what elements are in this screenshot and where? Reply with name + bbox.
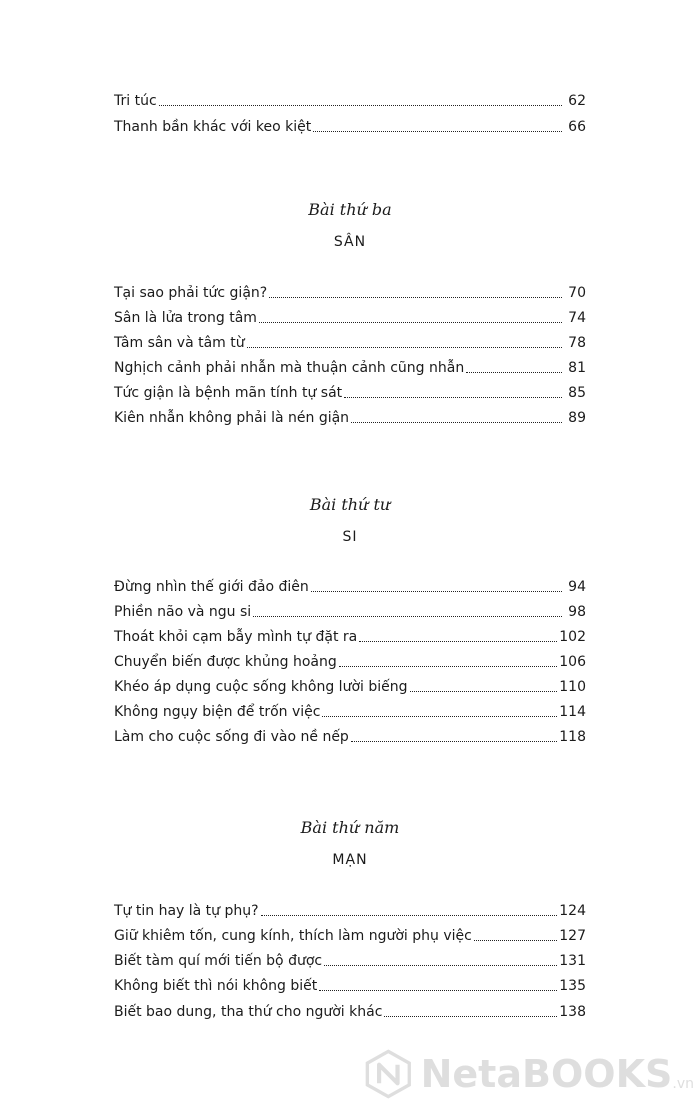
toc-entry-page: 94 [568, 579, 586, 595]
dot-leader [322, 715, 557, 717]
toc-entry-title: Khéo áp dụng cuộc sống không lười biếng [114, 679, 408, 695]
toc-entry-title: Biết bao dung, tha thứ cho người khác [114, 1004, 383, 1020]
dot-leader [261, 914, 558, 916]
watermark-brand: NetaBOOKS [420, 1052, 673, 1096]
toc-entry [114, 896, 586, 920]
toc-entry [114, 622, 586, 646]
toc-entry-title: Kiên nhẫn không phải là nén giận [114, 410, 350, 426]
toc-entry-page: 118 [559, 729, 586, 745]
toc-entry [114, 403, 586, 427]
dot-leader [466, 371, 562, 373]
section-kicker: Bài thứ tư [309, 495, 391, 514]
toc-entry [114, 378, 586, 402]
toc-entry-title: Chuyển biến được khủng hoảng [114, 654, 337, 670]
section-heading: SI [342, 529, 358, 545]
dot-leader [351, 421, 562, 423]
toc-entry [114, 997, 586, 1021]
toc-entry [114, 672, 586, 696]
dot-leader [259, 321, 562, 323]
toc-entry-page: 85 [568, 385, 586, 401]
toc-entry [114, 112, 586, 136]
toc-entry-page: 124 [559, 903, 586, 919]
toc-entry-page: 114 [559, 704, 586, 720]
dot-leader [410, 690, 558, 692]
toc-entry-title: Phiền não và ngu si [114, 604, 252, 620]
toc-entry [114, 647, 586, 671]
toc-entry [114, 303, 586, 327]
toc-entry-title: Không biết thì nói không biết [114, 978, 318, 994]
section-kicker: Bài thứ ba [308, 200, 392, 219]
toc-entry-page: 78 [568, 335, 586, 351]
toc-entry-page: 74 [568, 310, 586, 326]
watermark-suffix: .vn [672, 1076, 694, 1092]
toc-entry-title: Giữ khiêm tốn, cung kính, thích làm người phụ việc [114, 928, 472, 944]
netabooks-logo-icon [364, 1045, 413, 1103]
toc-entry [114, 697, 586, 721]
toc-entry [114, 278, 586, 302]
toc-entry-page: 110 [559, 679, 586, 695]
section-heading: MẠN [332, 852, 368, 868]
toc-entry [114, 353, 586, 377]
toc-entry-page: 106 [559, 654, 586, 670]
toc-entry-title: Sân là lửa trong tâm [114, 310, 257, 326]
toc-entry [114, 946, 586, 970]
dot-leader [269, 296, 562, 298]
dot-leader [253, 615, 562, 617]
toc-entry [114, 597, 586, 621]
toc-entry-page: 70 [568, 285, 586, 301]
toc-entry-page: 62 [568, 93, 586, 109]
dot-leader [311, 590, 562, 592]
toc-entry-title: Nghịch cảnh phải nhẫn mà thuận cảnh cũng nhẫn [114, 360, 465, 376]
dot-leader [159, 104, 562, 106]
section-kicker: Bài thứ năm [300, 818, 400, 837]
dot-leader [359, 640, 557, 642]
dot-leader [474, 939, 557, 941]
toc-entry-page: 131 [559, 953, 586, 969]
toc-entry-title: Tri túc [114, 93, 157, 109]
toc-entry-title: Thoát khỏi cạm bẫy mình tự đặt ra [114, 629, 358, 645]
toc-entry-page: 138 [559, 1004, 586, 1020]
toc-entry [114, 722, 586, 746]
dot-leader [339, 665, 557, 667]
toc-entry-title: Tức giận là bệnh mãn tính tự sát [114, 385, 343, 401]
toc-entry-page: 127 [559, 928, 586, 944]
toc-entry-title: Tại sao phải tức giận? [114, 285, 268, 301]
dot-leader [384, 1015, 557, 1017]
toc-entry-page: 89 [568, 410, 586, 426]
toc-entry-title: Không ngụy biện để trốn việc [114, 704, 321, 720]
toc-entry-page: 66 [568, 119, 586, 135]
watermark [364, 1042, 694, 1106]
toc-entry-title: Tự tin hay là tự phụ? [114, 903, 259, 919]
toc-entry [114, 86, 586, 110]
dot-leader [319, 989, 557, 991]
toc-entry [114, 328, 586, 352]
toc-entry-page: 98 [568, 604, 586, 620]
toc-entry-title: Biết tàm quí mới tiến bộ được [114, 953, 323, 969]
dot-leader [324, 964, 557, 966]
toc-entry [114, 921, 586, 945]
toc-entry [114, 971, 586, 995]
dot-leader [344, 396, 562, 398]
toc-entry-page: 135 [559, 978, 586, 994]
toc-entry-page: 81 [568, 360, 586, 376]
toc-entry-title: Tâm sân và tâm từ [114, 335, 245, 351]
dot-leader [351, 740, 557, 742]
section-heading: SÂN [333, 234, 367, 250]
toc-entry-title: Làm cho cuộc sống đi vào nề nếp [114, 729, 349, 745]
toc-entry-page: 102 [559, 629, 586, 645]
dot-leader [313, 130, 562, 132]
toc-entry-title: Thanh bần khác với keo kiệt [114, 119, 312, 135]
dot-leader [247, 346, 562, 348]
toc-entry [114, 572, 586, 596]
toc-entry-title: Đừng nhìn thế giới đảo điên [114, 579, 309, 595]
